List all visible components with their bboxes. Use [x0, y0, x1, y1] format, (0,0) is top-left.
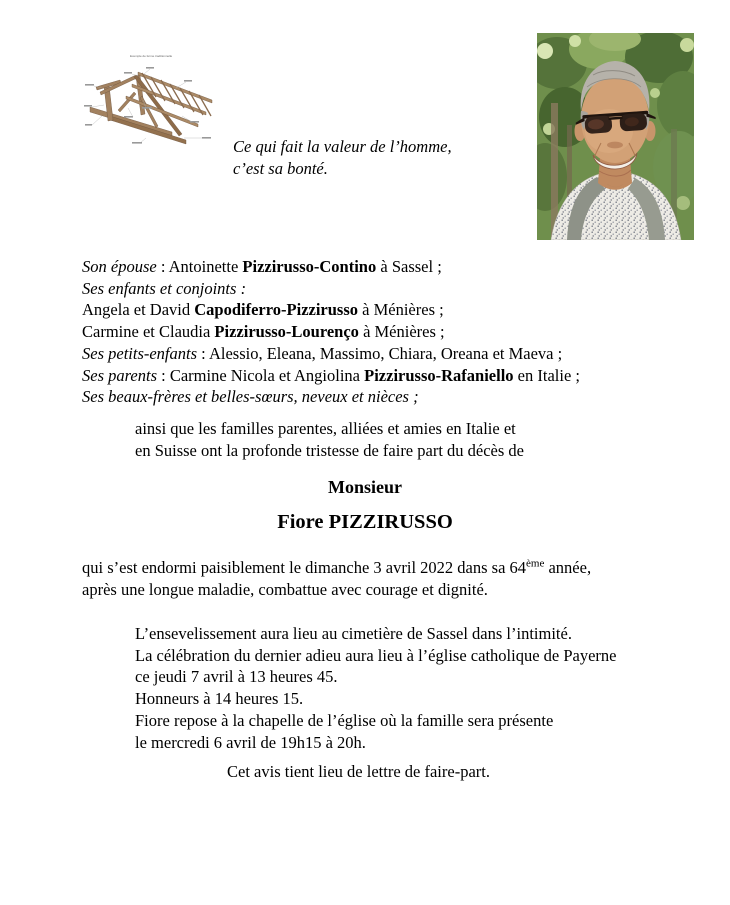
deceased-honorific: Monsieur — [328, 477, 402, 497]
death-text: année, — [544, 558, 592, 577]
family-text: à Ménières ; — [358, 300, 444, 320]
family-text: en Italie ; — [513, 365, 580, 385]
ceremony-line: L’ensevelissement aura lieu au cimetière de Sassel dans l’intimité. — [135, 624, 572, 643]
family-list — [82, 256, 662, 408]
truss-drawing — [84, 50, 218, 148]
family-text: : Carmine Nicola et Angiolina — [157, 365, 365, 385]
timber-truss-diagram-image — [84, 50, 218, 148]
quote-line: Ce qui fait la valeur de l’homme, — [233, 137, 452, 156]
family-line-spouse — [82, 256, 662, 278]
ceremony-line: Honneurs à 14 heures 15. — [135, 689, 304, 709]
family-line-child — [82, 299, 662, 321]
quote-line: c’est sa bonté. — [233, 158, 328, 178]
death-paragraph-line: après une longue maladie, combattue avec courage et dignité. — [82, 579, 488, 599]
epigraph-quote — [233, 136, 452, 179]
intro-line: ainsi que les familles parentes, alliées et amies en Italie et — [135, 419, 516, 438]
death-paragraph — [82, 557, 682, 600]
ceremony-line: Fiore repose à la chapelle de l’église où la famille sera présente — [135, 710, 554, 730]
death-text: qui s’est endormi paisiblement le dimanche 3 avril 2022 dans sa 64 — [82, 558, 527, 577]
family-line-grandchildren — [82, 343, 662, 365]
truss-diagram-title: Exemple de ferme traditionnelle — [130, 54, 173, 58]
family-line-parents — [82, 365, 662, 387]
deceased-name: Fiore PIZZIRUSSO — [277, 511, 453, 533]
family-text: à Ménières ; — [358, 322, 445, 342]
relation-label: Son épouse — [82, 257, 157, 276]
ordinal-superscript: ème — [526, 557, 545, 570]
intro-line: en Suisse ont la profonde tristesse de faire part du décès de — [135, 440, 524, 460]
ceremony-details — [135, 623, 695, 753]
family-line-children-header — [82, 278, 662, 300]
family-name: Pizzirusso-Lourenço — [214, 322, 359, 342]
family-name: Pizzirusso-Contino — [242, 257, 377, 276]
portrait-drawing — [537, 33, 694, 240]
family-line-child — [82, 321, 662, 343]
relation-label: Ses enfants et conjoints : — [82, 278, 247, 298]
closing-statement: Cet avis tient lieu de lettre de faire-part. — [227, 762, 490, 781]
relation-label: Ses parents — [82, 365, 158, 385]
ceremony-line: ce jeudi 7 avril à 13 heures 45. — [135, 667, 338, 687]
relation-label: Ses petits-enfants — [82, 343, 198, 363]
announcement-intro — [135, 418, 524, 461]
family-text: Carmine et Claudia — [82, 322, 215, 342]
family-name: Capodiferro-Pizzirusso — [194, 300, 359, 320]
death-paragraph-line — [82, 557, 682, 579]
family-name: Pizzirusso-Rafaniello — [364, 365, 514, 385]
family-line-inlaws — [82, 386, 662, 408]
family-text: Angela et David — [82, 300, 195, 320]
family-text: à Sassel ; — [376, 257, 442, 276]
relation-label: Ses beaux-frères et belles-sœurs, neveux et nièces ; — [82, 387, 419, 407]
ceremony-line: La célébration du dernier adieu aura lieu à l’église catholique de Payerne — [135, 645, 617, 665]
ceremony-line: le mercredi 6 avril de 19h15 à 20h. — [135, 732, 366, 752]
family-text: : Antoinette — [156, 257, 243, 276]
family-text: : Alessio, Eleana, Massimo, Chiara, Oreana et Maeva ; — [197, 343, 563, 363]
portrait-photo — [537, 33, 694, 240]
